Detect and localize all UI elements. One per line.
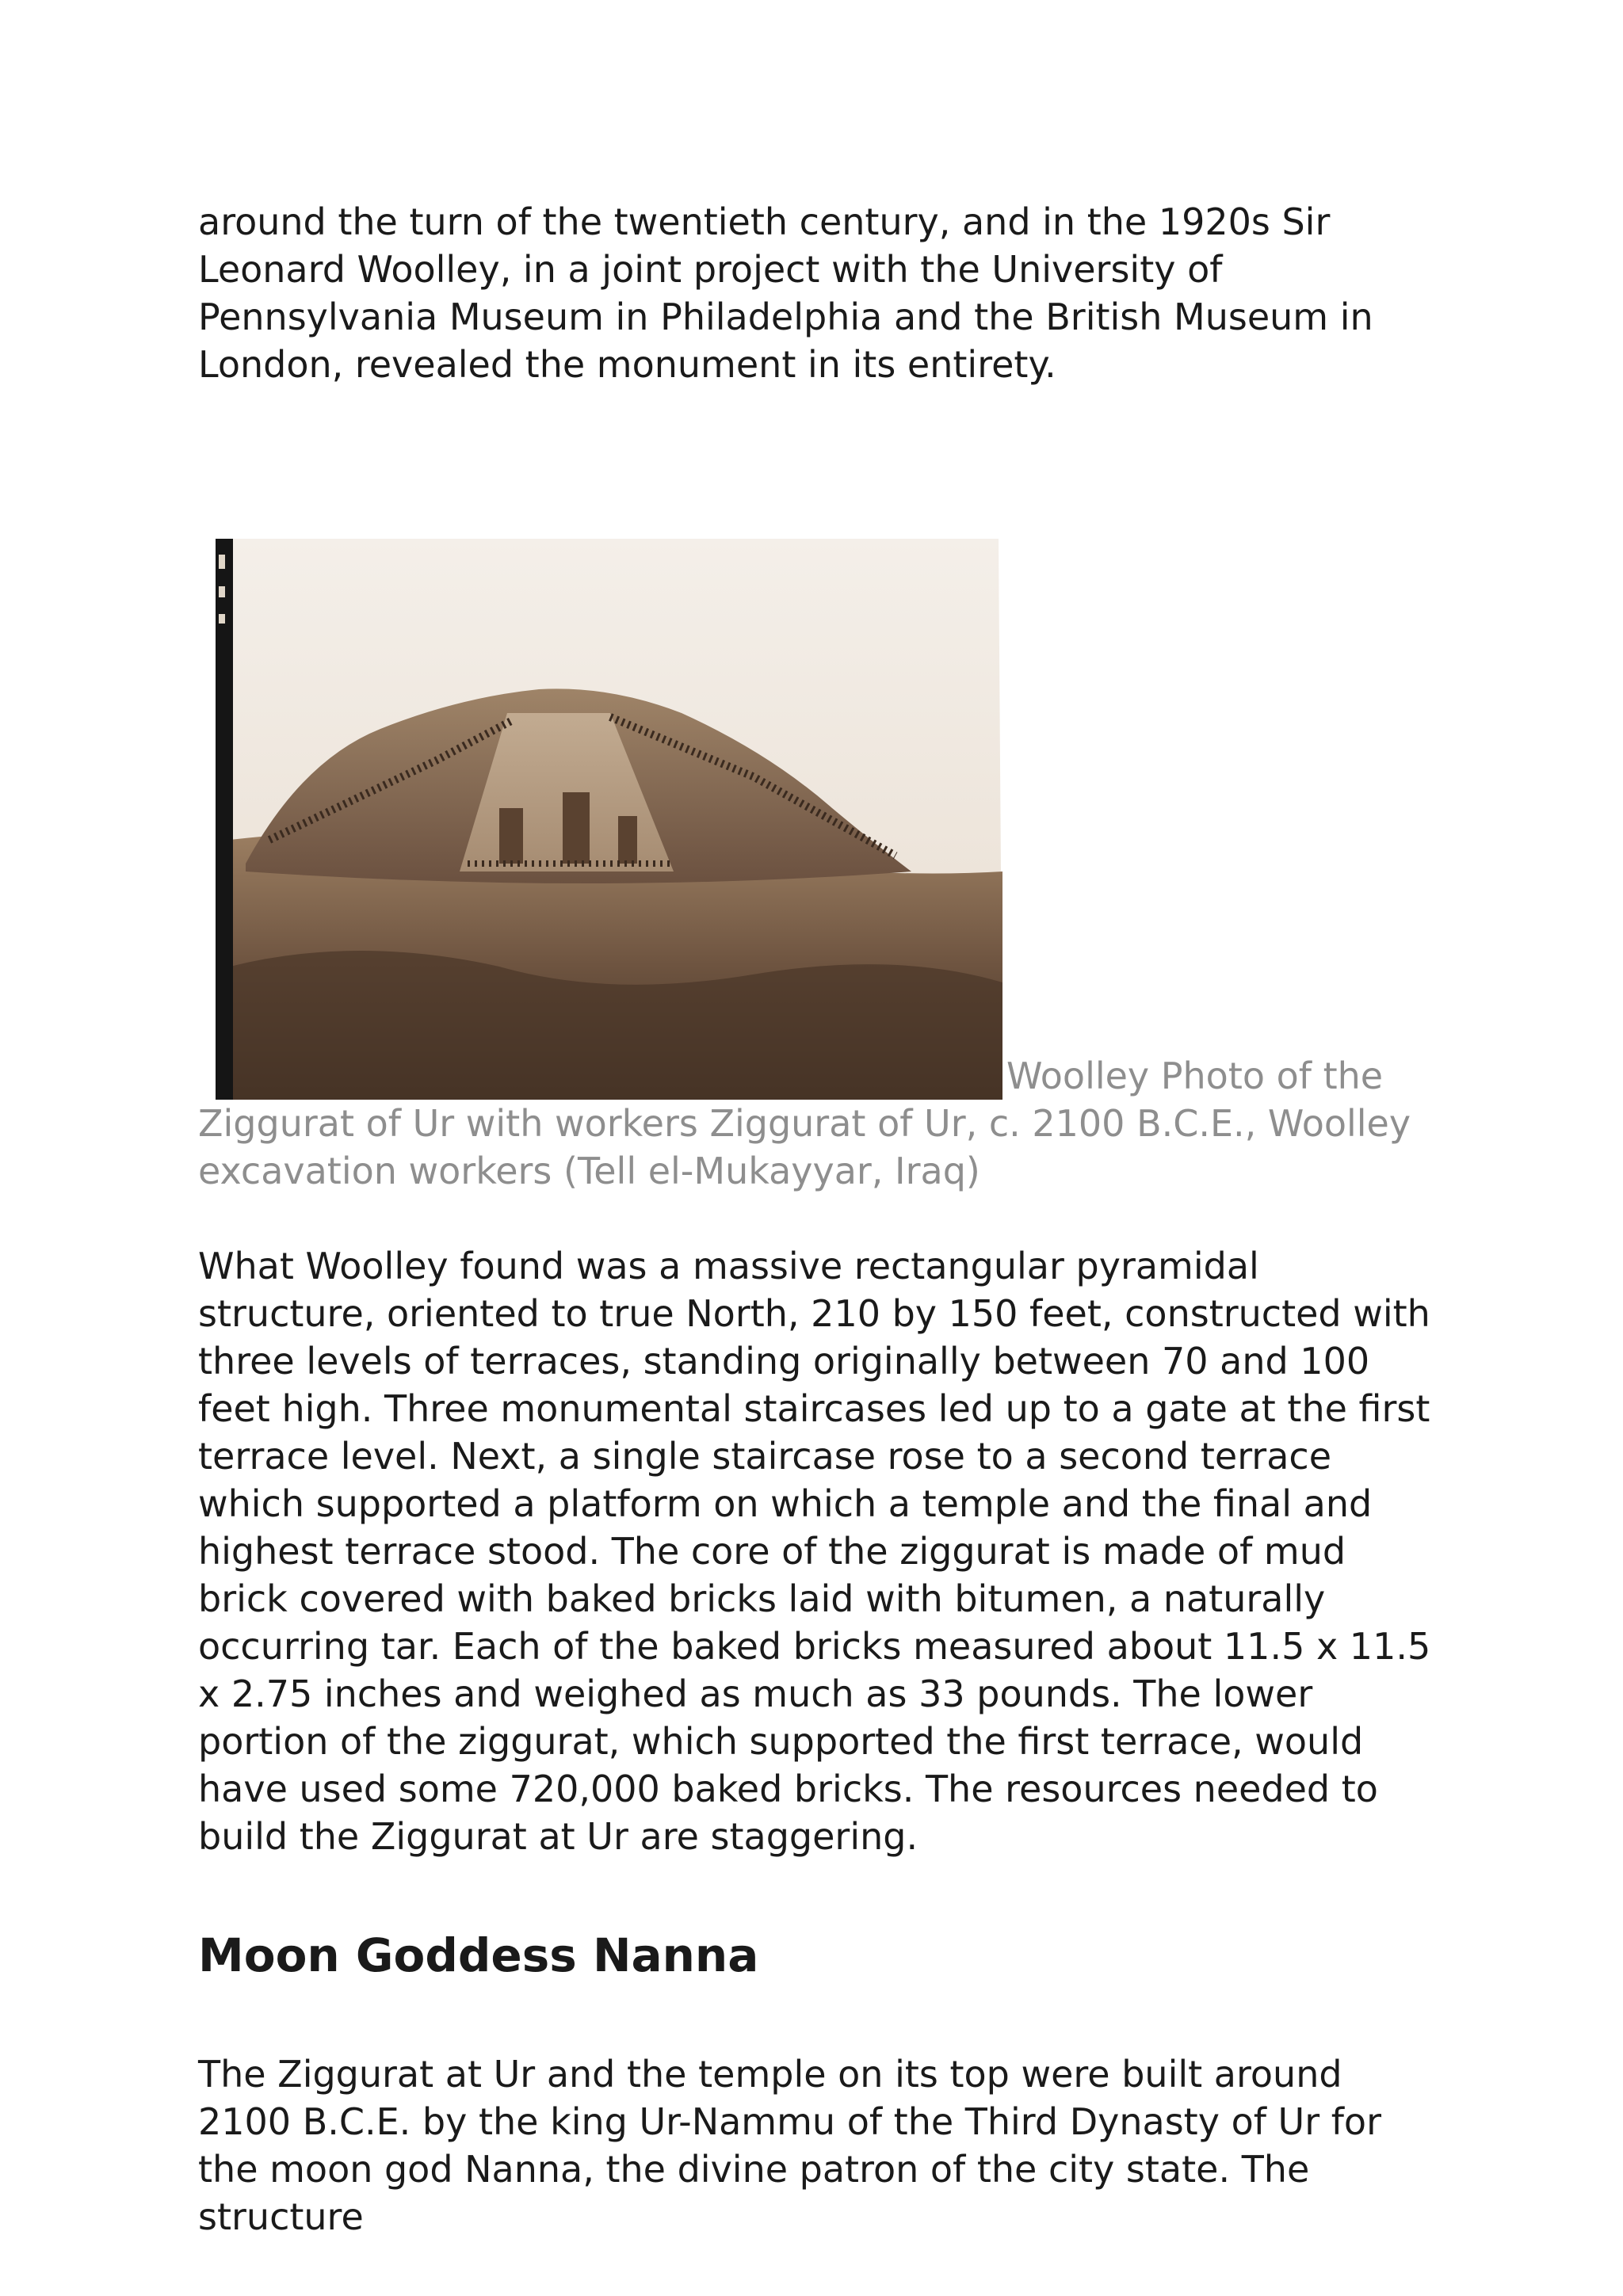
ziggurat-photo-image (198, 523, 1006, 1100)
section-heading: Moon Goddess Nanna (198, 1928, 759, 1982)
document-page (198, 198, 1442, 2241)
body-paragraph-structure: What Woolley found was a massive rectangular pyramidal structure, oriented to true North, 210 by 150 feet, constructed with three levels of terraces, standing originally between 70 and 100 feet high. Three monumental staircases led up to a gate at the first terrace level. Next, a single staircase rose to a second terrace which supported a platform on which a temple and the final and highest terrace stood. The core of the ziggurat is made of mud brick covered with baked bricks laid with bitumen, a naturally occurring tar. Each of the baked bricks measured about 11.5 x 11.5 x 2.75 inches and weighed as much as 33 pounds. The lower portion of the ziggurat, which supported the first terrace, would have used some 720,000 baked bricks. The resources needed to build the Ziggurat at Ur are staggering. (198, 1245, 1431, 1858)
figure (198, 523, 1442, 1195)
body-paragraph-nanna: The Ziggurat at Ur and the temple on its top were built around 2100 B.C.E. by the king Ur-Nammu of the Third Dynasty of Ur for the moon god Nanna, the divine patron of the city state. The structure (198, 2053, 1381, 2238)
body-paragraph-intro: around the turn of the twentieth century, and in the 1920s Sir Leonard Woolley, in a joint project with the University of Pennsylvania Museum in Philadelphia and the British Museum in London, revealed the monument in its entirety. (198, 200, 1373, 386)
figure-caption: Woolley Photo of the Ziggurat of Ur with workers Ziggurat of Ur, c. 2100 B.C.E., Woolley excavation workers (Tell el-Mukayyar, Iraq) (198, 1055, 1411, 1192)
